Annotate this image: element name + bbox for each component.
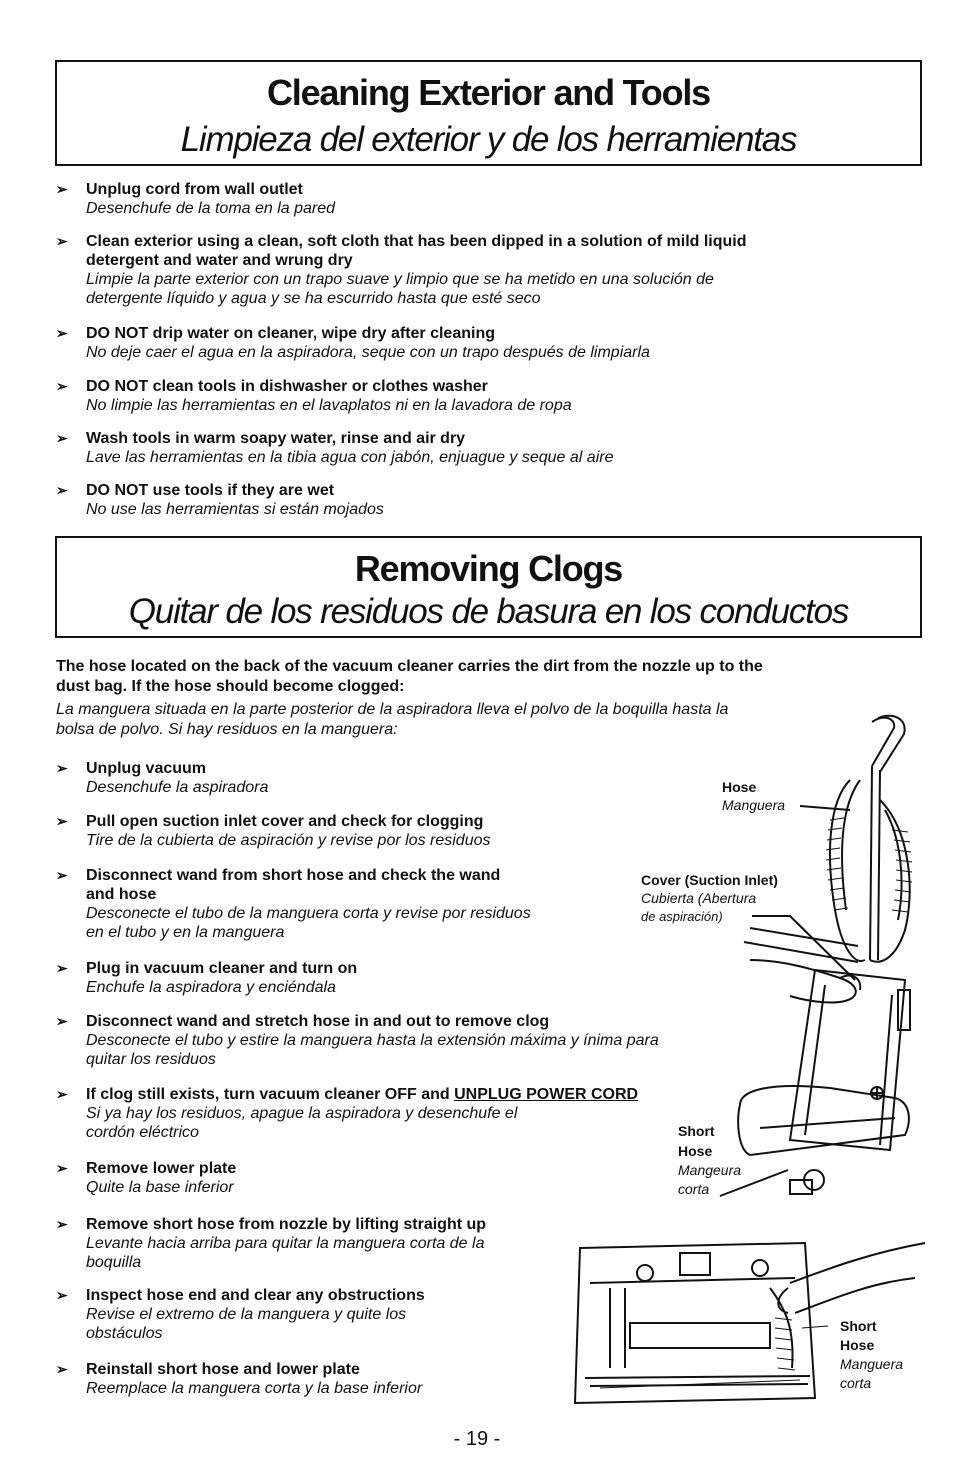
label-short-hose-bottom-en: Short (840, 1318, 877, 1334)
item-text-es: Enchufe la aspiradora y enciéndala (86, 979, 336, 996)
arrow-bullet-icon: ➢ (56, 1086, 68, 1102)
label-short-hose-bottom-es: Manguera (840, 1356, 904, 1372)
intro-text-es: bolsa de polvo. Si hay residuos en la manguera: (56, 721, 398, 738)
item-text-es: No deje caer el agua en la aspiradora, seque con un trapo después de limpiarla (86, 344, 650, 361)
item-text-en: Disconnect wand from short hose and check the wand (86, 867, 501, 884)
item-text-en: Reinstall short hose and lower plate (86, 1361, 360, 1378)
item-text-es: obstáculos (86, 1325, 163, 1342)
label-hose-es: Manguera (722, 797, 786, 813)
item-text-en-underlined: UNPLUG POWER CORD (454, 1086, 639, 1103)
item-text-es: Desenchufe la aspiradora (86, 779, 269, 796)
section2-header-box (55, 536, 922, 638)
item-text-en-part: If clog still exists, turn vacuum cleaner OFF and (86, 1086, 455, 1103)
item-text-es: en el tubo y en la manguera (86, 924, 285, 941)
item-text-es: No limpie las herramientas en el lavaplatos ni en la lavadora de ropa (86, 397, 572, 414)
item-text-es: Limpie la parte exterior con un trapo suave y limpio que se ha metido en una solución de (86, 271, 714, 288)
item-text-es: Revise el extremo de la manguera y quite los (86, 1306, 407, 1323)
arrow-bullet-icon: ➢ (56, 430, 68, 446)
arrow-bullet-icon: ➢ (56, 960, 68, 976)
item-text-es: detergente líquido y agua y se ha escurrido hasta que esté seco (86, 290, 541, 307)
section1-header-box (55, 60, 922, 166)
item-text-en: detergent and water and wrung dry (86, 252, 353, 269)
arrow-bullet-icon: ➢ (56, 760, 68, 776)
item-text-es: Lave las herramientas en la tibia agua con jabón, enjuague y seque al aire (86, 449, 614, 466)
label-short-hose-bottom-es: corta (840, 1375, 872, 1391)
label-hose-en: Hose (722, 779, 757, 795)
intro-text-es: La manguera situada en la parte posterior de la aspiradora lleva el polvo de la boquilla hasta la (56, 701, 729, 718)
item-text-es: quitar los residuos (86, 1051, 216, 1068)
item-text-en: Wash tools in warm soapy water, rinse and air dry (86, 430, 466, 447)
arrow-bullet-icon: ➢ (56, 1287, 68, 1303)
arrow-bullet-icon: ➢ (56, 482, 68, 498)
label-short-hose-en: Hose (678, 1143, 713, 1159)
item-text-en: DO NOT clean tools in dishwasher or clothes washer (86, 378, 488, 395)
label-cover-en: Cover (Suction Inlet) (641, 872, 778, 888)
item-text-en: Remove short hose from nozzle by lifting straight up (86, 1216, 487, 1233)
label-short-hose-es: corta (678, 1181, 710, 1197)
item-text-en: DO NOT use tools if they are wet (86, 482, 335, 499)
item-text-es: boquilla (86, 1254, 142, 1271)
item-text-es: Levante hacia arriba para quitar la manguera corta de la (86, 1235, 485, 1252)
section2-title: Removing Clogs (354, 548, 623, 589)
item-text-es: Si ya hay los residuos, apague la aspiradora y desenchufe el (86, 1105, 518, 1122)
arrow-bullet-icon: ➢ (56, 181, 68, 197)
arrow-bullet-icon: ➢ (56, 1361, 68, 1377)
item-text-en: Unplug cord from wall outlet (86, 181, 303, 198)
item-text-es: No use las herramientas si están mojados (86, 501, 384, 518)
item-text-en: Clean exterior using a clean, soft cloth that has been dipped in a solution of mild liquid (86, 233, 747, 250)
item-text-en: and hose (86, 886, 157, 903)
item-text-en: Unplug vacuum (86, 760, 207, 777)
item-text-en: Disconnect wand and stretch hose in and out to remove clog (86, 1013, 550, 1030)
item-text-en: DO NOT drip water on cleaner, wipe dry after cleaning (86, 325, 495, 342)
intro-text-en: The hose located on the back of the vacuum cleaner carries the dirt from the nozzle up to the (56, 658, 763, 675)
item-text-es: Quite la base inferior (86, 1179, 234, 1196)
arrow-bullet-icon: ➢ (56, 233, 68, 249)
item-text-es: Desconecte el tubo de la manguera corta y revise por residuos (86, 905, 531, 922)
item-text-en (86, 1085, 638, 1104)
item-text-en: Plug in vacuum cleaner and turn on (86, 960, 358, 977)
arrow-bullet-icon: ➢ (56, 325, 68, 341)
item-text-es: Reemplace la manguera corta y la base inferior (86, 1380, 423, 1397)
arrow-bullet-icon: ➢ (56, 1013, 68, 1029)
label-short-hose-bottom-en: Hose (840, 1337, 875, 1353)
item-text-en: Pull open suction inlet cover and check for clogging (86, 813, 484, 830)
arrow-bullet-icon: ➢ (56, 867, 68, 883)
arrow-bullet-icon: ➢ (56, 378, 68, 394)
upright-vacuum-illustration (680, 710, 940, 1210)
label-short-hose-es: Mangeura (678, 1162, 742, 1178)
item-text-es: cordón eléctrico (86, 1124, 199, 1141)
arrow-bullet-icon: ➢ (56, 1160, 68, 1176)
section1-subtitle: Limpieza del exterior y de los herramientas (180, 120, 797, 159)
page-number: - 19 - (453, 1428, 501, 1450)
section2-subtitle: Quitar de los residuos de basura en los conductos (128, 592, 849, 631)
item-text-es: Desconecte el tubo y estire la manguera hasta la extensión máxima y ínima para (86, 1032, 659, 1049)
item-text-en: Inspect hose end and clear any obstructions (86, 1287, 425, 1304)
label-cover-es: de aspiración) (641, 909, 723, 924)
arrow-bullet-icon: ➢ (56, 813, 68, 829)
section1-title: Cleaning Exterior and Tools (266, 72, 710, 113)
item-text-es: Tire de la cubierta de aspiración y revise por los residuos (86, 832, 491, 849)
intro-text-en: dust bag. If the hose should become clogged: (56, 678, 405, 695)
label-short-hose-en: Short (678, 1123, 715, 1139)
label-cover-es: Cubierta (Abertura (641, 890, 757, 906)
item-text-en: Remove lower plate (86, 1160, 237, 1177)
arrow-bullet-icon: ➢ (56, 1216, 68, 1232)
item-text-es: Desenchufe de la toma en la pared (86, 200, 336, 217)
